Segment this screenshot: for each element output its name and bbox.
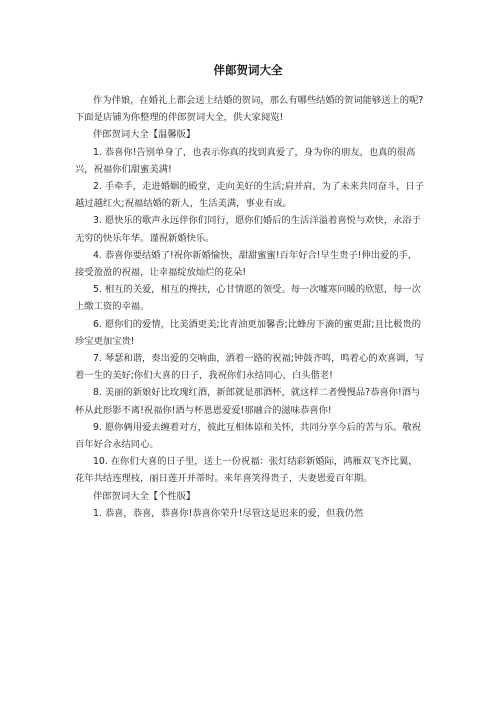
wish-item-1: 1. 恭喜你!告别单身了，也表示你真的找到真爱了，身为你的朋友，也真的很高兴，祝福你们甜蜜美满! (75, 146, 416, 175)
wish-item-6: 6. 愿你们的爱情，比美酒更美;比青油更加馨香;比蜂房下滴的蜜更甜;且比极贵的珍宝更加宝贵! (75, 318, 422, 347)
wish-item-8: 8. 美丽的新娘好比玫瑰红酒，新郎就是那酒杯，就这样二者慢慢品?恭喜你!酒与杯从此形影不离!祝福你!酒与杯恩恩爱爱!那融合的滋味恭喜你! (75, 387, 421, 416)
document-body (75, 92, 425, 522)
section-heading-personal: 伴郎贺词大全【个性版】 (93, 490, 196, 502)
intro-paragraph: 作为伴娘，在婚礼上都会送上结婚的贺词，那么有哪些结婚的贺词能够送上的呢?下面是店铺为你整理的伴郎贺词大全，供大家阅览! (75, 95, 424, 124)
document-title: 伴郎贺词大全 (213, 63, 283, 77)
wish-item-5: 5. 相互的关爱，相互的搀扶，心甘情愿的领受。每一次嘘寒问暖的欣慰，每一次上缴工资的幸福。 (75, 284, 421, 313)
wish-item-10: 10. 在你们大喜的日子里，送上一份祝福：张灯结彩新婚际，鸿雁双飞齐比翼，花年共结连理枝，丽日莲开并蒂时。来年喜笑得贵子，夫妻恩爱百年期。 (75, 456, 418, 485)
personal-wish-item-1: 1. 恭喜，恭喜，恭喜你!恭喜你荣升!尽管这是迟来的爱，但我仍然 (93, 507, 364, 519)
wish-item-3: 3. 愿快乐的歌声永远伴你们同行，愿你们婚后的生活洋溢着喜悦与欢快，永浴于无穷的快乐年华。谨祝新婚快乐。 (75, 215, 421, 244)
wish-item-4: 4. 恭喜你要结婚了!祝你新婚愉快，甜甜蜜蜜!百年好合!早生贵子!伸出爱的手，接受盈盈的祝福，让幸福绽放灿烂的花朵! (75, 249, 418, 279)
wish-item-7: 7. 琴瑟和谐，奏出爱的交响曲，洒着一路的祝福;钟鼓齐鸣，鸣着心的欢喜调，写着一生的美好;你们大喜的日子，我祝你们永结同心，白头偕老! (75, 353, 425, 382)
section-heading-warm: 伴郎贺词大全【温馨版】 (93, 129, 196, 141)
wish-item-2: 2. 手牵手，走进婚姻的殿堂，走向美好的生活;肩并肩，为了未来共同奋斗，日子越过越红火;祝福结婚的新人，生活美满，事业有成。 (75, 181, 425, 210)
wish-item-9: 9. 愿你俩用爱去缠着对方，彼此互相体谅和关怀，共同分享今后的苦与乐。敬祝百年好合永结同心。 (75, 421, 421, 451)
